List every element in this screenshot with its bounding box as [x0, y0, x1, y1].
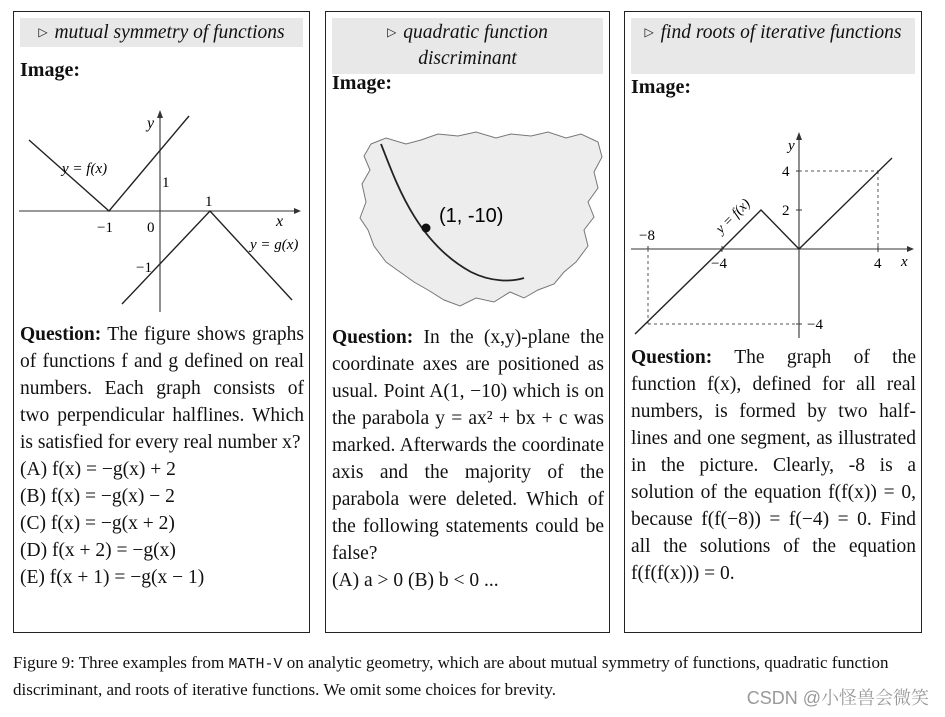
- tick-neg1-x: −1: [97, 220, 113, 236]
- triangle-icon: ▷: [38, 25, 48, 39]
- tick-1-x: 1: [205, 194, 213, 210]
- y-axis-label: y: [788, 138, 795, 154]
- panel-title: ▷ find roots of iterative functions: [631, 18, 915, 74]
- panel-title: ▷ mutual symmetry of functions: [20, 18, 303, 47]
- tick-y-2: 2: [782, 203, 790, 219]
- y-axis-label: y: [147, 115, 155, 132]
- dataset-name: MATH-V: [228, 656, 283, 673]
- example-panel-symmetry: [13, 11, 310, 633]
- tick-x-neg8: −8: [639, 228, 655, 244]
- g-label: y = g(x): [250, 237, 299, 253]
- symmetry-graph: [14, 102, 311, 317]
- point-a-marker: [422, 224, 431, 233]
- y-axis-arrow: [157, 110, 163, 118]
- f-graph: [635, 158, 892, 334]
- x-axis-arrow: [294, 208, 301, 214]
- figure-caption: Figure 9: Three examples from MATH-V on analytic geometry, which are about mutual symmetry of functions, quadratic function discriminant, and roots of iterative functions. We omit some choices for brevity.: [13, 653, 889, 699]
- choice-a: (A) f(x) = −g(x) + 2: [20, 459, 176, 480]
- tick-y-neg4: −4: [807, 317, 823, 333]
- tick-1-y: 1: [162, 175, 170, 191]
- image-label: Image:: [631, 76, 691, 98]
- f-graph: [29, 116, 189, 211]
- choice-ab: (A) a > 0 (B) b < 0 ...: [332, 570, 499, 591]
- triangle-icon: ▷: [644, 25, 654, 39]
- point-label: (1, -10): [439, 205, 504, 227]
- choice-c: (C) f(x) = −g(x + 2): [20, 513, 175, 534]
- parabola-fragment-figure: [326, 122, 611, 322]
- f-label: y = f(x): [713, 196, 754, 237]
- image-label: Image:: [332, 72, 392, 94]
- question-text: Question: The graph of the function f(x), defined for all real numbers, is formed by two half-lines and one segment, as illustrated in the picture. Clearly, -8 is a solution of the equation f(f(x)) = 0, because f(f(−8)) = f(−4) = 0. Find all the solutions of the equation f(f(f(x))) = 0.: [631, 347, 916, 584]
- tick-y-4: 4: [782, 164, 790, 180]
- question-text: Question: In the (x,y)-plane the coordinate axes are positioned as usual. Point A(1, −10) which is on the parabola y = ax² + bx + c was marked. Afterwards the coordinate axis and the majority of the parabola were deleted. Which of the following statements could be false? (A) a > 0 (B) b < 0 ...: [332, 324, 604, 594]
- f-label: y = f(x): [62, 161, 108, 177]
- y-axis-arrow: [796, 132, 802, 140]
- panel-title: ▷ quadratic function discriminant: [332, 18, 603, 74]
- choice-e: (E) f(x + 1) = −g(x − 1): [20, 567, 205, 588]
- iterative-function-graph: [625, 120, 923, 342]
- example-panel-iterative: [624, 11, 922, 633]
- question-text: Question: The figure shows graphs of functions f and g defined on real numbers. Each graph consists of two perpendicular halflines. Which is satisfied for every real number x? (A) f(x) = −g(x) + 2 (B) f(x) = −g(x) − 2 (C) f(x) = −g(x + 2) (D) f(x + 2) = −g(x) (E) f(x + 1) = −g(x − 1): [20, 321, 304, 591]
- triangle-icon: ▷: [387, 25, 397, 39]
- image-label: Image:: [20, 59, 80, 81]
- tick-x-neg4: −4: [711, 256, 727, 272]
- choice-d: (D) f(x + 2) = −g(x): [20, 540, 176, 561]
- tick-neg1-y: −1: [136, 260, 152, 276]
- x-axis-arrow: [907, 246, 914, 252]
- choice-b: (B) f(x) = −g(x) − 2: [20, 486, 175, 507]
- x-axis-label: x: [901, 254, 908, 270]
- tick-0: 0: [147, 220, 155, 236]
- example-panel-discriminant: [325, 11, 610, 633]
- tick-x-4: 4: [874, 256, 882, 272]
- watermark: CSDN @小怪兽会微笑: [746, 688, 929, 708]
- x-axis-label: x: [276, 213, 284, 230]
